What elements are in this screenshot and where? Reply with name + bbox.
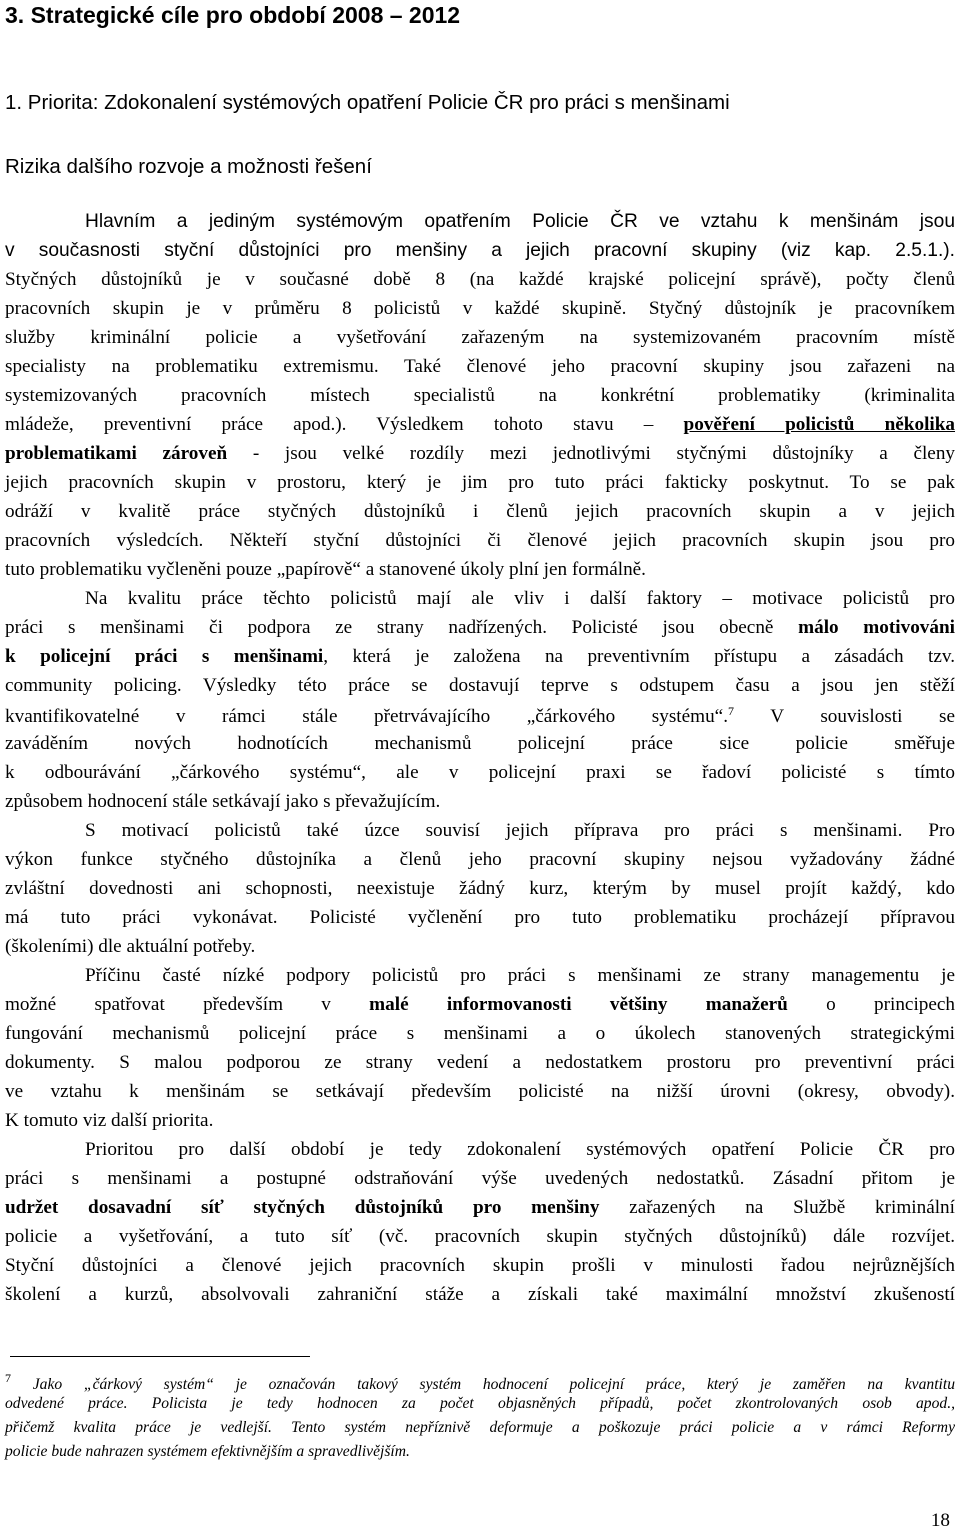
paragraph-line: Styčných důstojníků je v současné době 8 (na každé krajské policejní správě), počty členů <box>5 269 955 290</box>
paragraph-line: služby kriminální policie a vyšetřování zařazeným na systemizovaném pracovním místě <box>5 327 955 348</box>
paragraph-line: tuto problematiku vyčleněni pouze „papírově“ a stanovené úkoly plní jen formálně. <box>5 559 646 580</box>
emphasis-text: pověření policistů několika <box>683 414 956 435</box>
footnote-line: policie bude nahrazen systémem efektivnějším a spravedlivějším. <box>5 1443 410 1460</box>
emphasis-text: málo motivováni <box>798 617 955 638</box>
paragraph-line <box>5 414 955 436</box>
paragraph-line: zaváděním nových hodnotících mechanismů policejní práce sice policie směřuje <box>5 733 955 754</box>
paragraph-line: Na kvalitu práce těchto policistů mají ale vliv i další faktory – motivace policistů pro <box>85 588 955 609</box>
paragraph-line: pracovních skupin je v průměru 8 policistů v každé skupině. Styčný důstojník je pracovníkem <box>5 298 955 319</box>
paragraph-line: v současnosti styční důstojníci pro menšiny a jejich pracovní skupiny (viz kap. 2.5.1.). <box>5 240 955 261</box>
text-run: zařazených na Službě kriminální <box>599 1197 955 1218</box>
paragraph-line <box>5 1197 955 1219</box>
text-run: Jako „čárkový systém“ je označován takový systém hodnocení policejní práce, který je zaměřen na kvantitu <box>11 1376 955 1393</box>
text-run: mládeže, preventivní práce apod.). Výsledkem tohoto stavu – <box>5 414 654 435</box>
paragraph-line: Prioritou pro další období je tedy zdokonalení systémových opatření Policie ČR pro <box>85 1139 955 1160</box>
paragraph-line: K tomuto viz další priorita. <box>5 1110 214 1131</box>
footnote-reference: 7 <box>728 704 734 718</box>
emphasis-text: malé informovanosti většiny manažerů <box>330 994 788 1015</box>
subheading: Rizika dalšího rozvoje a možnosti řešení <box>5 155 372 178</box>
chapter-heading: 3. Strategické cíle pro období 2008 – 2012 <box>5 2 461 28</box>
paragraph-line: má tuto práci vykonávat. Policisté vyčlenění pro tuto problematiku procházejí přípravou <box>5 907 955 928</box>
text-run: V souvislosti se <box>734 706 956 727</box>
paragraph-line: S motivací policistů také úzce souvisí jejich příprava pro práci s menšinami. Pro <box>85 820 955 841</box>
paragraph-line: specialisty na problematiku extremismu. Také členové jeho pracovní skupiny jsou zařazeni na <box>5 356 955 377</box>
text-run: , která je založena na preventivním přístupu a zásadách tzv. <box>323 646 955 667</box>
paragraph-line: systemizovaných pracovních místech specialistů na konkrétní problematiky (kriminalita <box>5 385 955 406</box>
text-run: o principech <box>787 994 955 1015</box>
paragraph-line: k odbourávání „čárkového systému“, ale v policejní praxi se řadoví policisté s tímto <box>5 762 955 783</box>
paragraph-line <box>5 443 955 465</box>
document-page <box>5 0 955 1537</box>
footnote-line: odvedené práce. Policista je tedy hodnocen za počet objasněných případů, počet zkontrolovaných osob apod., <box>5 1395 955 1412</box>
text-run: možné spatřovat především v <box>5 994 331 1015</box>
emphasis-text: problematikami zároveň <box>5 443 228 464</box>
footnote-line <box>5 1371 955 1394</box>
paragraph-line: jejich pracovních skupin v prostoru, který je jim pro tuto práci fakticky poskytnut. To se pak <box>5 472 955 493</box>
paragraph-line: školení a kurzů, absolvovali zahraniční stáže a získali také maximální množství zkušeností <box>5 1284 955 1305</box>
text-run: - jsou velké rozdíly mezi jednotlivými styčnými důstojníky a členy <box>227 443 956 464</box>
paragraph-line: odráží v kvalitě práce styčných důstojníků i členů jejich pracovních skupin a v jejich <box>5 501 955 522</box>
paragraph-line: policie a vyšetřování, a tuto síť (vč. pracovních skupin styčných důstojníků) dále rozvíjet. <box>5 1226 955 1247</box>
paragraph-line: výkon funkce styčného důstojníka a členů jeho pracovní skupiny nejsou vyžadovány žádné <box>5 849 955 870</box>
paragraph-line: ve vztahu k menšinám se setkávají především policisté na nižší úrovni (okresy, obvody). <box>5 1081 955 1102</box>
text-run: práci s menšinami či podpora ze strany nadřízených. Policisté jsou obecně <box>5 617 774 638</box>
paragraph-line <box>5 704 955 728</box>
paragraph-line: pracovních výsledcích. Někteří styční důstojníci či členové jejich pracovních skupin jsou pro <box>5 530 955 551</box>
footnote-line: přičemž kvalita práce je vedlejší. Tento systém nepříznivě deformuje a poškozuje práci policie a v rámci Reformy <box>5 1419 955 1436</box>
emphasis-text: k policejní práci s menšinami <box>5 646 324 667</box>
footnote-marker: 7 <box>5 1371 11 1385</box>
paragraph-line <box>5 646 955 668</box>
paragraph-line: práci s menšinami a postupné odstraňování výše uvedených nedostatků. Zásadní přitom je <box>5 1168 955 1189</box>
page-number: 18 <box>930 1510 950 1531</box>
text-run: kvantifikovatelné v rámci stále přetrvávajícího „čárkového systému“. <box>5 706 728 727</box>
paragraph-line <box>5 994 955 1016</box>
paragraph-line: zvláštní dovednosti ani schopnosti, neexistuje žádný kurz, kterým by musel projít každý, kdo <box>5 878 955 899</box>
paragraph-line: (školeními) dle aktuální potřeby. <box>5 936 256 957</box>
emphasis-text: udržet dosavadní síť styčných důstojníků pro menšiny <box>5 1197 600 1218</box>
paragraph-line: Hlavním a jediným systémovým opatřením Policie ČR ve vztahu k menšinám jsou <box>85 211 955 232</box>
paragraph-line: community policing. Výsledky této práce se dostavují teprve s odstupem času a jsou jen stěží <box>5 675 955 696</box>
paragraph-line: Styční důstojníci a členové jejich pracovních skupin prošli v minulosti řadou nejrůznějších <box>5 1255 955 1276</box>
paragraph-line: fungování mechanismů policejní práce s menšinami a o úkolech stanovených strategickými <box>5 1023 955 1044</box>
priority-heading: 1. Priorita: Zdokonalení systémových opatření Policie ČR pro práci s menšinami <box>5 91 730 114</box>
paragraph-line: způsobem hodnocení stále setkávají jako s převažujícím. <box>5 791 441 812</box>
paragraph-line: Příčinu časté nízké podpory policistů pro práci s menšinami ze strany managementu je <box>85 965 955 986</box>
paragraph-line: dokumenty. S malou podporou ze strany vedení a nedostatkem prostoru pro preventivní práci <box>5 1052 955 1073</box>
paragraph-line <box>5 617 955 639</box>
footnote-separator <box>10 1356 310 1357</box>
